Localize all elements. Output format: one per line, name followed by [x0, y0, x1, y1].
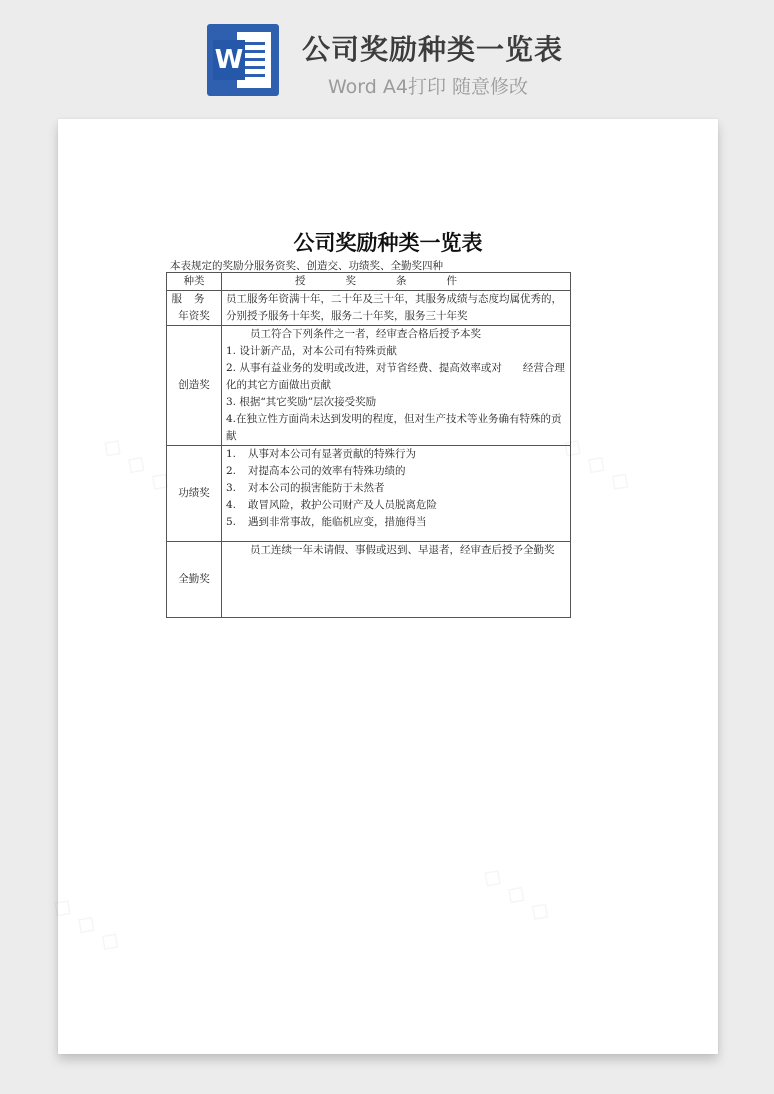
word-logo-letter: W: [213, 40, 245, 80]
condition-cell: [222, 291, 571, 326]
item-number: 1.: [226, 448, 237, 460]
word-logo-icon: [207, 24, 279, 96]
watermark: ◇ ◇ ◇: [556, 429, 638, 499]
condition-item: [226, 446, 566, 463]
item-text: 从事对本公司有显著贡献的特殊行为: [248, 448, 416, 460]
category-label-line1: 服务: [171, 293, 217, 305]
condition-cell: [222, 542, 571, 618]
item-text: 遇到非常事故，能临机应变，措施得当: [248, 516, 427, 528]
banner-title: 公司奖励种类一览表: [302, 33, 564, 66]
condition-text: 员工符合下列条件之一者，经审查合格后授予本奖: [250, 328, 481, 340]
category-cell: 创造奖: [167, 326, 222, 446]
condition-text: 1. 设计新产品，对本公司有特殊贡献: [226, 345, 397, 357]
watermark: ◇ ◇ ◇: [46, 889, 128, 959]
item-text: 敢冒风险，救护公司财产及人员脱离危险: [248, 499, 437, 511]
document-intro: 本表规定的奖励分服务资奖、创造交、功绩奖、全勤奖四种: [170, 260, 443, 272]
category-label-line2: 年资奖: [178, 310, 210, 322]
document-page: [46, 119, 718, 1054]
watermark: ◇ ◇ ◇: [96, 429, 178, 499]
condition-cell: [222, 446, 571, 542]
condition-text: 4.在独立性方面尚未达到发明的程度，但对生产技术等业务确有特殊的贡献: [226, 413, 562, 442]
award-table: [166, 272, 571, 618]
watermark: ◇ ◇ ◇: [476, 859, 558, 929]
table-header-row: [167, 273, 571, 291]
condition-cell: [222, 326, 571, 446]
condition-item: [226, 480, 566, 497]
item-number: 3.: [226, 482, 237, 494]
item-text: 对本公司的损害能防于未然者: [248, 482, 385, 494]
category-cell: 全勤奖: [167, 542, 222, 618]
condition-item: [226, 514, 566, 531]
condition-text: 员工连续一年未请假、事假或迟到、早退者，经审查后授予全勤奖: [250, 544, 555, 556]
item-number: 4.: [226, 499, 237, 511]
category-cell: [167, 291, 222, 326]
table-row: [167, 326, 571, 446]
header-category: 种类: [167, 273, 222, 291]
table-row: [167, 291, 571, 326]
item-text: 对提高本公司的效率有特殊功绩的: [248, 465, 406, 477]
header-condition: 授奖条件: [222, 273, 571, 291]
table-row: [167, 446, 571, 542]
condition-text: 3. 根据“其它奖励”层次接受奖励: [226, 396, 377, 408]
condition-item: [226, 463, 566, 480]
condition-text: 员工服务年资满十年，二十年及三十年，其服务成绩与态度均属优秀的，分别授予服务十年奖，服务二十年奖，服务三十年奖: [226, 293, 562, 322]
header-banner: [0, 0, 774, 118]
condition-text: 2. 从事有益业务的发明或改进，对节省经费、提高效率或对 经营合理化的其它方面做出贡献: [226, 362, 565, 391]
table-row: [167, 542, 571, 618]
document-title: 公司奖励种类一览表: [293, 230, 483, 255]
item-number: 5.: [226, 516, 237, 528]
item-number: 2.: [226, 465, 237, 477]
condition-item: [226, 497, 566, 514]
banner-subtitle: Word A4打印 随意修改: [328, 76, 529, 98]
category-cell: 功绩奖: [167, 446, 222, 542]
